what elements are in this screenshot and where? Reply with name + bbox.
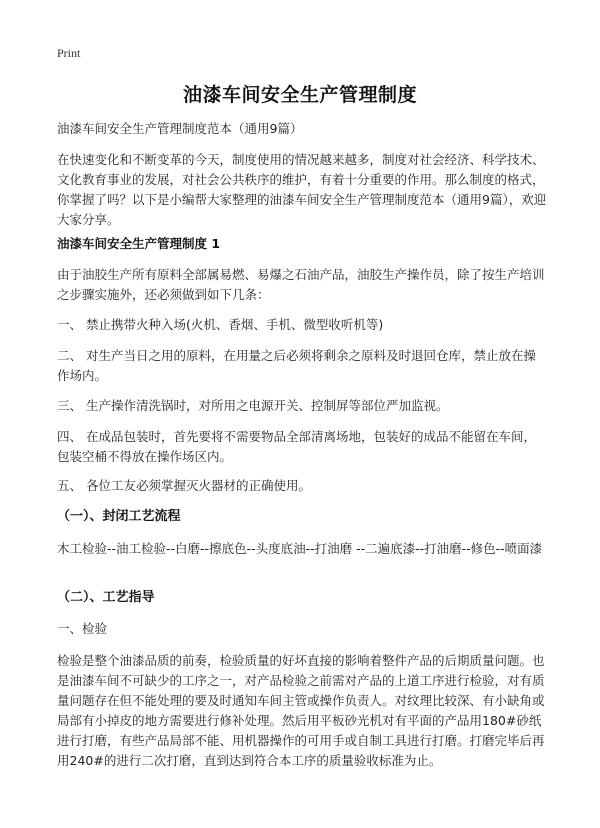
print-label: Print <box>57 46 81 60</box>
section-heading: 油漆车间安全生产管理制度 1 <box>57 236 221 251</box>
rule-item-5: 五、 各位工友必须掌握灭火器材的正确使用。 <box>57 478 311 493</box>
inspection-paragraph: 检验是整个油漆品质的前奏，检验质量的好坏直接的影响着整件产品的后期质量问题。也是油漆车间不可缺少的工序之一，对产品检验之前需对产品的上道工序进行检验，对有质量问题存在但不能处理的要及时通知车间主管或操作负责人。对纹理比较深、有小缺角或局部有小掉皮的地方需要进行修补处理。然后用平板砂光机对有平面的产品用180#砂纸进行打磨，有些产品局部不能、用机器操作的可用手或自制工具进行打磨。打磨完毕后再用240#的进行二次打磨，直到达到符合本工序的质量验收标准为止。 <box>57 653 545 768</box>
section-paragraph: 由于油胶生产所有原料全部属易燃、易爆之石油产品，油胶生产操作员，除了按生产培训之步骤实施外，还必须做到如下几条： <box>57 267 545 302</box>
document-subtitle: 油漆车间安全生产管理制度范本（通用9篇） <box>57 121 303 136</box>
rule-item-4: 四、 在成品包装时，首先要将不需要物品全部清离场地，包装好的成品不能留在车间，包装空桶不得放在操作场区内。 <box>57 429 536 464</box>
intro-paragraph: 在快速变化和不断变革的今天，制度使用的情况越来越多，制度对社会经济、科学技术、文化教育事业的发展，对社会公共秩序的维护，有着十分重要的作用。那么制度的格式，你掌握了吗？以下是小编帮大家整理的油漆车间安全生产管理制度范本（通用9篇），欢迎大家分享。 <box>57 152 547 227</box>
inspection-heading: 一、检验 <box>57 621 108 636</box>
rule-item-2: 二、 对生产当日之用的原料，在用量之后必须将剩余之原料及时退回仓库，禁止放在操作场内。 <box>57 348 536 383</box>
process-heading: （一）、封闭工艺流程 <box>57 509 181 524</box>
process-flow: 木工检验--油工检验--白磨--擦底色--头度底油--打油磨 --二遍底漆--打油磨--修色--喷面漆 <box>57 541 543 556</box>
guide-heading: （二）、工艺指导 <box>57 590 155 605</box>
rule-item-1: 一、 禁止携带火种入场(火机、香烟、手机、微型收听机等) <box>57 317 384 332</box>
document-title: 油漆车间安全生产管理制度 <box>182 84 417 106</box>
rule-item-3: 三、 生产操作清洗锅时，对所用之电源开关、控制屏等部位严加监视。 <box>57 398 449 413</box>
